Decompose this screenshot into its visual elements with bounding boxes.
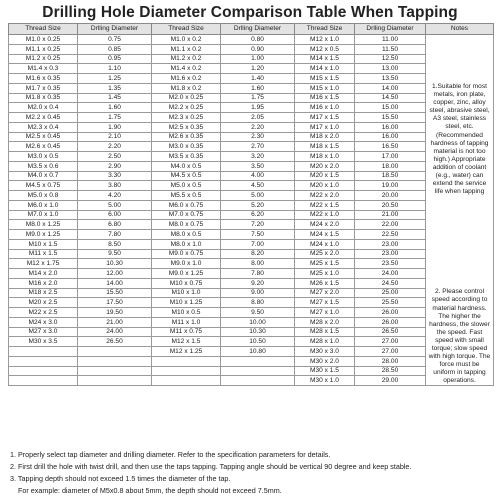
thread-size-cell: M1.8 x 0.35 (9, 93, 78, 103)
thread-size-cell: M9.0 x 1.25 (9, 230, 78, 240)
drilling-diameter-cell: 29.00 (355, 376, 426, 386)
drilling-diameter-cell (221, 366, 295, 376)
table-row (9, 210, 494, 220)
thread-size-cell: M12 x 1.5 (152, 337, 221, 347)
thread-size-cell: M1.6 x 0.2 (152, 74, 221, 84)
thread-size-cell: M2.0 x 0.25 (152, 93, 221, 103)
thread-size-cell (152, 366, 221, 376)
thread-size-cell: M10 x 1.0 (152, 288, 221, 298)
drilling-diameter-cell: 20.50 (355, 200, 426, 210)
drilling-diameter-cell: 13.50 (355, 74, 426, 84)
thread-size-cell: M28 x 1.0 (295, 337, 355, 347)
thread-size-cell: M4.5 x 0.75 (9, 181, 78, 191)
drilling-diameter-cell: 6.80 (78, 220, 152, 230)
drilling-diameter-cell (78, 366, 152, 376)
drilling-diameter-table (8, 23, 494, 386)
drilling-diameter-cell: 15.50 (355, 113, 426, 123)
thread-size-cell: M30 x 3.0 (295, 347, 355, 357)
table-row (9, 269, 494, 279)
thread-size-cell: M1.7 x 0.35 (9, 83, 78, 93)
drilling-diameter-cell: 6.20 (221, 210, 295, 220)
thread-size-cell: M1.4 x 0.2 (152, 64, 221, 74)
thread-size-cell: M14 x 1.5 (295, 54, 355, 64)
table-row (9, 191, 494, 201)
drilling-diameter-cell: 0.75 (78, 35, 152, 45)
thread-size-cell: M25 x 1.5 (295, 259, 355, 269)
thread-size-cell: M4.0 x 0.7 (9, 171, 78, 181)
table-row (9, 54, 494, 64)
drilling-diameter-cell: 1.45 (78, 93, 152, 103)
thread-size-cell: M26 x 1.5 (295, 278, 355, 288)
drilling-diameter-cell: 1.75 (221, 93, 295, 103)
drilling-diameter-cell: 10.30 (221, 327, 295, 337)
drilling-diameter-cell: 11.50 (355, 44, 426, 54)
drilling-diameter-cell: 1.00 (221, 54, 295, 64)
thread-size-cell: M20 x 1.0 (295, 181, 355, 191)
drilling-diameter-cell: 10.80 (221, 347, 295, 357)
drilling-diameter-cell: 26.50 (355, 327, 426, 337)
thread-size-cell (9, 347, 78, 357)
thread-size-cell (152, 376, 221, 386)
thread-size-cell: M8.0 x 1.25 (9, 220, 78, 230)
drilling-diameter-cell: 25.50 (355, 298, 426, 308)
drilling-diameter-cell: 13.00 (355, 64, 426, 74)
drilling-diameter-cell: 8.00 (221, 259, 295, 269)
thread-size-cell: M17 x 1.0 (295, 122, 355, 132)
thread-size-cell: M2.0 x 0.4 (9, 103, 78, 113)
thread-size-cell: M11 x 1.0 (152, 317, 221, 327)
drilling-diameter-cell: 27.00 (355, 347, 426, 357)
thread-size-cell: M20 x 2.0 (295, 161, 355, 171)
drilling-diameter-cell: 15.00 (355, 103, 426, 113)
table-row (9, 35, 494, 45)
table-row (9, 113, 494, 123)
header-drilling-diameter: Drlling Diameter (355, 24, 426, 35)
drilling-diameter-cell: 1.75 (78, 113, 152, 123)
drilling-diameter-cell: 7.80 (78, 230, 152, 240)
header-notes: Notes (426, 24, 494, 35)
table-row (9, 142, 494, 152)
thread-size-cell: M5.0 x 0.8 (9, 191, 78, 201)
drilling-diameter-cell: 10.00 (221, 317, 295, 327)
drilling-diameter-cell: 26.00 (355, 317, 426, 327)
drilling-diameter-cell: 3.20 (221, 152, 295, 162)
drilling-diameter-cell: 22.50 (355, 230, 426, 240)
drilling-diameter-cell: 23.00 (355, 249, 426, 259)
drilling-diameter-cell: 28.50 (355, 366, 426, 376)
thread-size-cell: M24 x 1.0 (295, 239, 355, 249)
thread-size-cell: M1.2 x 0.25 (9, 54, 78, 64)
drilling-diameter-cell: 3.30 (78, 171, 152, 181)
header-thread-size: Thread Size (152, 24, 221, 35)
thread-size-cell: M16 x 1.5 (295, 93, 355, 103)
drilling-diameter-cell: 0.85 (78, 44, 152, 54)
thread-size-cell: M11 x 0.75 (152, 327, 221, 337)
drilling-diameter-cell: 17.50 (78, 298, 152, 308)
thread-size-cell: M9.0 x 1.25 (152, 269, 221, 279)
drilling-diameter-cell: 14.00 (355, 83, 426, 93)
drilling-diameter-cell: 1.90 (78, 122, 152, 132)
drilling-diameter-cell: 14.50 (355, 93, 426, 103)
drilling-diameter-cell: 0.80 (221, 35, 295, 45)
thread-size-cell: M3.0 x 0.35 (152, 142, 221, 152)
thread-size-cell: M20 x 2.5 (9, 298, 78, 308)
table-row (9, 44, 494, 54)
drilling-diameter-cell: 7.50 (221, 230, 295, 240)
table-row (9, 337, 494, 347)
drilling-diameter-cell: 1.40 (221, 74, 295, 84)
drilling-diameter-cell: 3.50 (221, 161, 295, 171)
drilling-diameter-cell: 16.00 (355, 132, 426, 142)
thread-size-cell (152, 356, 221, 366)
thread-size-cell: M5.0 x 0.5 (152, 181, 221, 191)
drilling-diameter-cell: 3.80 (78, 181, 152, 191)
thread-size-cell: M10 x 0.5 (152, 308, 221, 318)
table-row (9, 347, 494, 357)
thread-size-cell: M16 x 2.0 (9, 278, 78, 288)
thread-size-cell: M22 x 1.0 (295, 210, 355, 220)
table-row (9, 327, 494, 337)
thread-size-cell: M2.2 x 0.25 (152, 103, 221, 113)
drilling-diameter-cell: 21.00 (78, 317, 152, 327)
thread-size-cell: M6.0 x 1.0 (9, 200, 78, 210)
drilling-diameter-cell: 22.00 (355, 220, 426, 230)
thread-size-cell: M2.5 x 0.45 (9, 132, 78, 142)
drilling-diameter-cell: 23.00 (355, 239, 426, 249)
table-row (9, 249, 494, 259)
thread-size-cell: M27 x 1.0 (295, 308, 355, 318)
header-thread-size: Thread Size (295, 24, 355, 35)
drilling-diameter-cell: 0.95 (78, 54, 152, 64)
table-row (9, 74, 494, 84)
drilling-diameter-cell: 10.50 (221, 337, 295, 347)
drilling-diameter-cell: 2.10 (78, 132, 152, 142)
table-row (9, 230, 494, 240)
drilling-diameter-cell: 1.60 (78, 103, 152, 113)
drilling-diameter-cell: 16.50 (355, 142, 426, 152)
thread-size-cell: M1.0 x 0.2 (152, 35, 221, 45)
table-row (9, 132, 494, 142)
drilling-diameter-cell: 20.00 (355, 191, 426, 201)
drilling-diameter-cell: 9.00 (221, 288, 295, 298)
drilling-diameter-cell: 7.00 (221, 239, 295, 249)
drilling-diameter-cell: 19.00 (355, 181, 426, 191)
thread-size-cell: M30 x 2.0 (295, 356, 355, 366)
table-row (9, 259, 494, 269)
drilling-diameter-cell: 7.80 (221, 269, 295, 279)
thread-size-cell: M6.0 x 0.75 (152, 200, 221, 210)
table-row (9, 161, 494, 171)
drilling-diameter-cell: 7.20 (221, 220, 295, 230)
drilling-diameter-cell: 2.90 (78, 161, 152, 171)
drilling-diameter-cell: 2.20 (221, 122, 295, 132)
drilling-diameter-cell: 2.20 (78, 142, 152, 152)
drilling-diameter-cell: 2.30 (221, 132, 295, 142)
thread-size-cell: M15 x 1.0 (295, 83, 355, 93)
thread-size-cell: M2.3 x 0.4 (9, 122, 78, 132)
table-row (9, 239, 494, 249)
thread-size-cell: M9.0 x 0.75 (152, 249, 221, 259)
thread-size-cell: M4.0 x 0.5 (152, 161, 221, 171)
thread-size-cell: M1.4 x 0.3 (9, 64, 78, 74)
thread-size-cell: M12 x 1.0 (295, 35, 355, 45)
header-thread-size: Thread Size (9, 24, 78, 35)
table-header-row (9, 24, 494, 35)
thread-size-cell: M14 x 1.0 (295, 64, 355, 74)
drilling-diameter-cell: 14.00 (78, 278, 152, 288)
drilling-diameter-cell: 24.50 (355, 278, 426, 288)
drilling-diameter-cell (78, 376, 152, 386)
thread-size-cell: M8.0 x 0.75 (152, 220, 221, 230)
table-row (9, 152, 494, 162)
thread-size-cell: M1.0 x 0.25 (9, 35, 78, 45)
thread-size-cell: M4.5 x 0.5 (152, 171, 221, 181)
table-row (9, 298, 494, 308)
table-row (9, 376, 494, 386)
thread-size-cell: M28 x 1.5 (295, 327, 355, 337)
thread-size-cell: M27 x 3.0 (9, 327, 78, 337)
drilling-diameter-cell: 12.00 (78, 269, 152, 279)
thread-size-cell: M22 x 1.5 (295, 200, 355, 210)
drilling-diameter-cell: 11.00 (355, 35, 426, 45)
thread-size-cell: M1.1 x 0.2 (152, 44, 221, 54)
thread-size-cell: M8.0 x 0.5 (152, 230, 221, 240)
thread-size-cell: M3.5 x 0.35 (152, 152, 221, 162)
thread-size-cell: M7.0 x 1.0 (9, 210, 78, 220)
thread-size-cell: M20 x 1.5 (295, 171, 355, 181)
drilling-diameter-cell: 1.95 (221, 103, 295, 113)
drilling-diameter-cell (221, 356, 295, 366)
thread-size-cell: M10 x 0.75 (152, 278, 221, 288)
thread-size-cell: M5.5 x 0.5 (152, 191, 221, 201)
thread-size-cell: M15 x 1.5 (295, 74, 355, 84)
drilling-diameter-cell: 27.00 (355, 337, 426, 347)
note-speed: 2. Please control speed according to material hardness. The higher the hardness, the slower the speed. Fast speed with small torque; slow speed with high torque. The force must be uniform in tapping operations. (428, 288, 491, 385)
table-row (9, 200, 494, 210)
drilling-diameter-cell: 5.00 (78, 200, 152, 210)
thread-size-cell: M12 x 1.25 (152, 347, 221, 357)
thread-size-cell: M9.0 x 1.0 (152, 259, 221, 269)
table-row (9, 366, 494, 376)
footnote-example: For example: diameter of M5x0.8 about 5mm, the depth should not exceed 7.5mm. (18, 486, 282, 495)
table-row (9, 317, 494, 327)
drilling-diameter-cell: 10.30 (78, 259, 152, 269)
thread-size-cell: M27 x 1.5 (295, 298, 355, 308)
footnote-1: 1. Properly select tap diameter and drilling diameter. Refer to the specification parameters for details. (10, 450, 331, 459)
drilling-diameter-cell: 0.90 (221, 44, 295, 54)
drilling-diameter-cell: 1.35 (78, 83, 152, 93)
thread-size-cell: M14 x 2.0 (9, 269, 78, 279)
drilling-diameter-cell: 24.00 (78, 327, 152, 337)
drilling-diameter-cell (78, 356, 152, 366)
table-row (9, 308, 494, 318)
drilling-diameter-cell: 1.25 (78, 74, 152, 84)
thread-size-cell: M3.5 x 0.6 (9, 161, 78, 171)
notes-cell (426, 35, 494, 386)
page-title: Drilling Hole Diameter Comparison Table When Tapping (42, 4, 458, 21)
drilling-diameter-cell: 4.50 (221, 181, 295, 191)
drilling-diameter-cell: 18.00 (355, 161, 426, 171)
drilling-diameter-cell: 1.10 (78, 64, 152, 74)
thread-size-cell: M30 x 1.5 (295, 366, 355, 376)
thread-size-cell: M24 x 3.0 (9, 317, 78, 327)
thread-size-cell: M7.0 x 0.75 (152, 210, 221, 220)
drilling-diameter-cell: 25.00 (355, 288, 426, 298)
table-row (9, 278, 494, 288)
thread-size-cell: M30 x 1.0 (295, 376, 355, 386)
table-row (9, 103, 494, 113)
drilling-diameter-cell: 12.50 (355, 54, 426, 64)
thread-size-cell: M17 x 1.5 (295, 113, 355, 123)
drilling-diameter-cell: 4.00 (221, 171, 295, 181)
drilling-diameter-cell: 2.50 (78, 152, 152, 162)
drilling-diameter-cell: 17.00 (355, 152, 426, 162)
thread-size-cell: M24 x 1.5 (295, 230, 355, 240)
drilling-diameter-cell: 21.00 (355, 210, 426, 220)
drilling-diameter-cell: 9.50 (221, 308, 295, 318)
thread-size-cell: M8.0 x 1.0 (152, 239, 221, 249)
drilling-diameter-cell: 5.00 (221, 191, 295, 201)
thread-size-cell: M25 x 1.0 (295, 269, 355, 279)
thread-size-cell: M1.2 x 0.2 (152, 54, 221, 64)
header-drilling-diameter: Drlling Diameter (78, 24, 152, 35)
drilling-diameter-cell: 2.70 (221, 142, 295, 152)
thread-size-cell: M2.2 x 0.45 (9, 113, 78, 123)
table-row (9, 220, 494, 230)
drilling-diameter-cell (78, 347, 152, 357)
thread-size-cell: M10 x 1.5 (9, 239, 78, 249)
drilling-diameter-cell: 23.50 (355, 259, 426, 269)
drilling-diameter-cell: 1.20 (221, 64, 295, 74)
thread-size-cell: M2.6 x 0.35 (152, 132, 221, 142)
thread-size-cell: M2.5 x 0.35 (152, 122, 221, 132)
thread-size-cell: M18 x 1.0 (295, 152, 355, 162)
thread-size-cell (9, 376, 78, 386)
drilling-diameter-cell (221, 376, 295, 386)
table-row (9, 171, 494, 181)
table-row (9, 93, 494, 103)
drilling-diameter-cell: 9.50 (78, 249, 152, 259)
thread-size-cell: M30 x 3.5 (9, 337, 78, 347)
thread-size-cell: M10 x 1.25 (152, 298, 221, 308)
drilling-diameter-cell: 5.20 (221, 200, 295, 210)
table-body (9, 35, 494, 386)
drilling-diameter-cell: 9.20 (221, 278, 295, 288)
thread-size-cell: M22 x 2.0 (295, 191, 355, 201)
table-row (9, 181, 494, 191)
drilling-diameter-cell: 24.00 (355, 269, 426, 279)
drilling-diameter-cell: 8.80 (221, 298, 295, 308)
drilling-diameter-cell: 19.50 (78, 308, 152, 318)
drilling-diameter-cell: 18.50 (355, 171, 426, 181)
header-drilling-diameter: Drlling Diameter (221, 24, 295, 35)
thread-size-cell: M22 x 2.5 (9, 308, 78, 318)
thread-size-cell: M11 x 1.5 (9, 249, 78, 259)
thread-size-cell: M18 x 2.5 (9, 288, 78, 298)
note-materials: 1.Suitable for most metals, iron plate, copper, zinc, alloy steel, abrasive steel, A3 steel, stainless steel, etc.(Recommended hardness of tapping material is not too high.) Appropriate addition of coolant (e.g., water) can extend the service life when tapping (429, 83, 490, 196)
thread-size-cell: M1.6 x 0.35 (9, 74, 78, 84)
drilling-diameter-cell: 2.05 (221, 113, 295, 123)
thread-size-cell: M18 x 1.5 (295, 142, 355, 152)
drilling-diameter-cell: 1.60 (221, 83, 295, 93)
drilling-diameter-cell: 8.20 (221, 249, 295, 259)
footnote-3: 3. Tapping depth should not exceed 1.5 times the diameter of the tap. (10, 474, 231, 483)
drilling-diameter-cell: 26.00 (355, 308, 426, 318)
drilling-diameter-cell: 4.20 (78, 191, 152, 201)
thread-size-cell (9, 366, 78, 376)
thread-size-cell: M12 x 0.5 (295, 44, 355, 54)
thread-size-cell: M28 x 2.0 (295, 317, 355, 327)
table-row (9, 288, 494, 298)
thread-size-cell: M27 x 2.0 (295, 288, 355, 298)
table-row (9, 64, 494, 74)
table-row (9, 83, 494, 93)
thread-size-cell: M12 x 1.75 (9, 259, 78, 269)
thread-size-cell: M2.6 x 0.45 (9, 142, 78, 152)
table-row (9, 122, 494, 132)
footnotes (10, 449, 411, 497)
drilling-diameter-cell: 16.00 (355, 122, 426, 132)
drilling-diameter-cell: 28.00 (355, 356, 426, 366)
table-row (9, 356, 494, 366)
drilling-diameter-cell: 15.50 (78, 288, 152, 298)
thread-size-cell: M1.1 x 0.25 (9, 44, 78, 54)
footnote-2: 2. First drill the hole with twist drill, and then use the taps tapping. Tapping angle should be vertical 90 degree and keep stable. (10, 462, 412, 471)
drilling-diameter-cell: 8.50 (78, 239, 152, 249)
thread-size-cell: M24 x 2.0 (295, 220, 355, 230)
thread-size-cell (9, 356, 78, 366)
thread-size-cell: M16 x 1.0 (295, 103, 355, 113)
thread-size-cell: M1.8 x 0.2 (152, 83, 221, 93)
thread-size-cell: M2.3 x 0.25 (152, 113, 221, 123)
drilling-diameter-cell: 6.00 (78, 210, 152, 220)
drilling-diameter-cell: 26.50 (78, 337, 152, 347)
thread-size-cell: M3.0 x 0.5 (9, 152, 78, 162)
thread-size-cell: M18 x 2.0 (295, 132, 355, 142)
thread-size-cell: M25 x 2.0 (295, 249, 355, 259)
